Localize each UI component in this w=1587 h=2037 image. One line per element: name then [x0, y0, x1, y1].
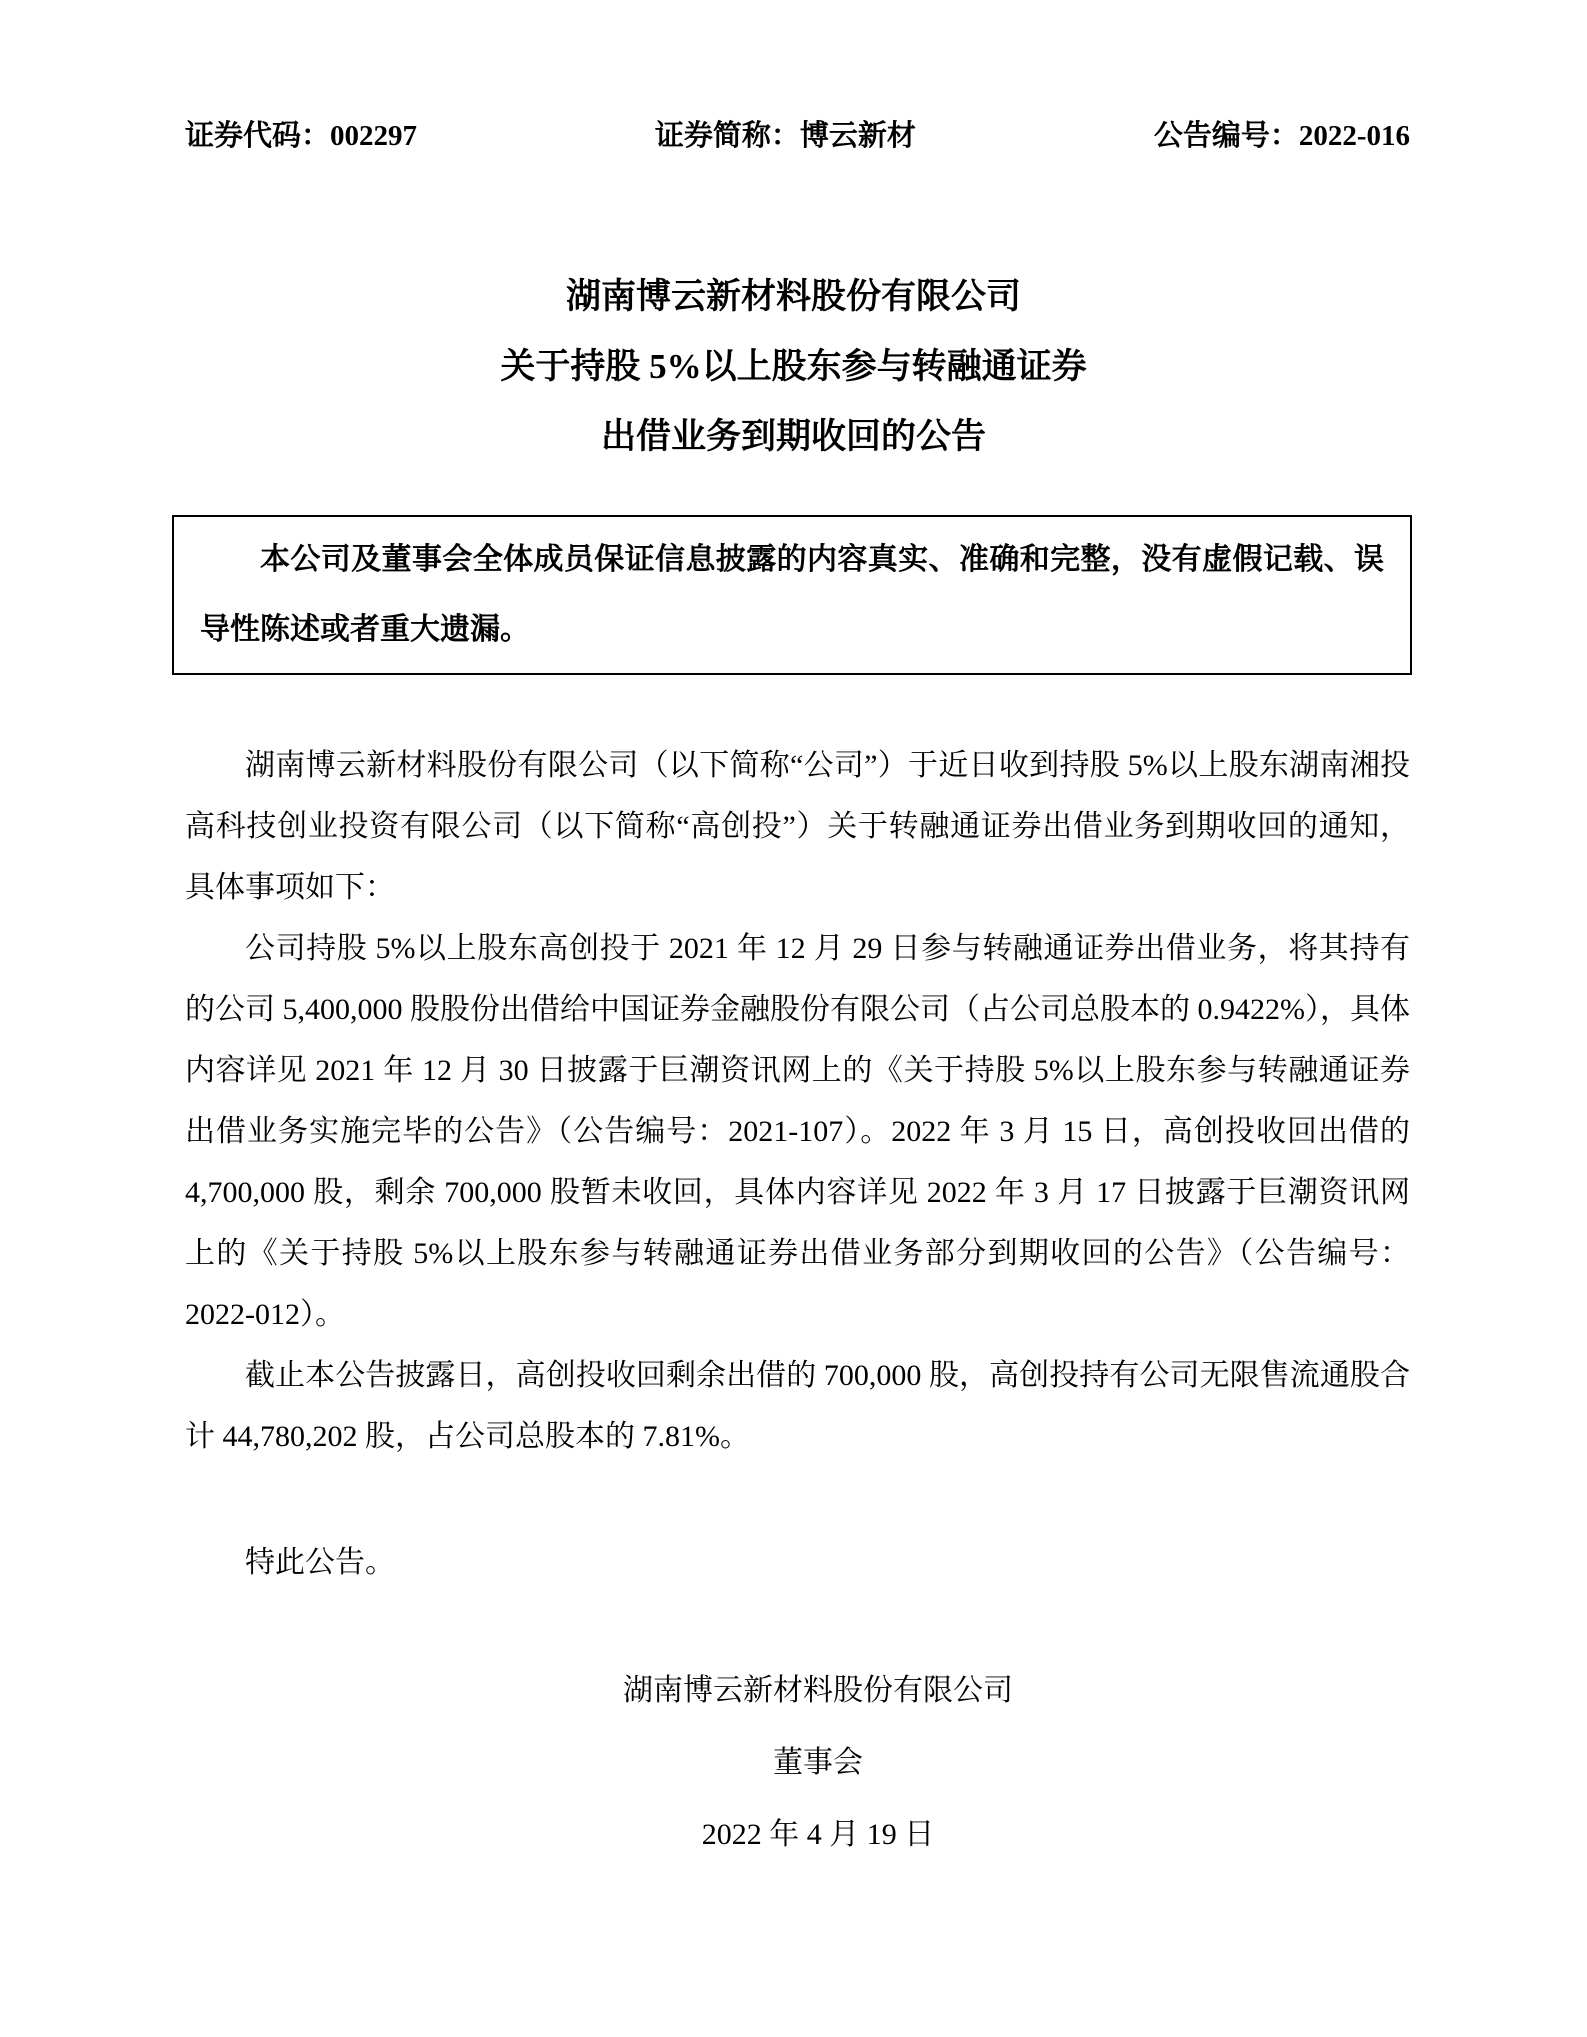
document-title: [0, 262, 1587, 472]
signature-date: 2022 年 4 月 19 日: [701, 1818, 935, 1851]
body-paragraph-3: 截止本公告披露日，高创投收回剩余出借的 700,000 股，高创投持有公司无限售流通股合计 44,780,202 股，占公司总股本的 7.81%。: [185, 1359, 1410, 1453]
body-paragraph-2: 公司持股 5%以上股东高创投于 2021 年 12 月 29 日参与转融通证券出借业务，将其持有的公司 5,400,000 股股份出借给中国证券金融股份有限公司（占公司总股本的 0.9422%），具体内容详见 2021 年 12 月 30 日披露于巨潮资讯网上的《关于持股 5%以上股东参与转融通证券出借业务实施完毕的公告》（公告编号：2021-107）。2022 年 3 月 15 日，高创投收回出借的 4,700,000 股，剩余 700,000 股暂未收回，具体内容详见 2022 年 3 月 17 日披露于巨潮资讯网上的《关于持股 5%以上股东参与转融通证券出借业务部分到期收回的公告》（公告编号：2022-012）。: [185, 932, 1410, 1331]
signature-block: [623, 1655, 1013, 1871]
body-paragraph-1: 湖南博云新材料股份有限公司（以下简称“公司”）于近日收到持股 5%以上股东湖南湘投高科技创业投资有限公司（以下简称“高创投”）关于转融通证券出借业务到期收回的通知，具体事项如下：: [185, 749, 1410, 904]
stock-short-name: 证券简称：博云新材: [654, 120, 916, 152]
title-line-subject: 关于持股 5%以上股东参与转融通证券: [500, 347, 1087, 386]
document-body: [185, 735, 1410, 1593]
closing-statement: 特此公告。: [245, 1546, 395, 1579]
disclosure-notice-box: 本公司及董事会全体成员保证信息披露的内容真实、准确和完整，没有虚假记载、误导性陈述或者重大遗漏。: [172, 515, 1412, 675]
document-header-row: [185, 118, 1410, 154]
title-line-company: 湖南博云新材料股份有限公司: [565, 277, 1021, 316]
title-line-subject-2: 出借业务到期收回的公告: [600, 417, 986, 456]
signature-company-name: 湖南博云新材料股份有限公司: [623, 1674, 1013, 1707]
stock-code: 证券代码：002297: [185, 120, 418, 152]
announcement-number: 公告编号：2022-016: [1153, 120, 1410, 152]
signature-board: 董事会: [773, 1746, 863, 1779]
